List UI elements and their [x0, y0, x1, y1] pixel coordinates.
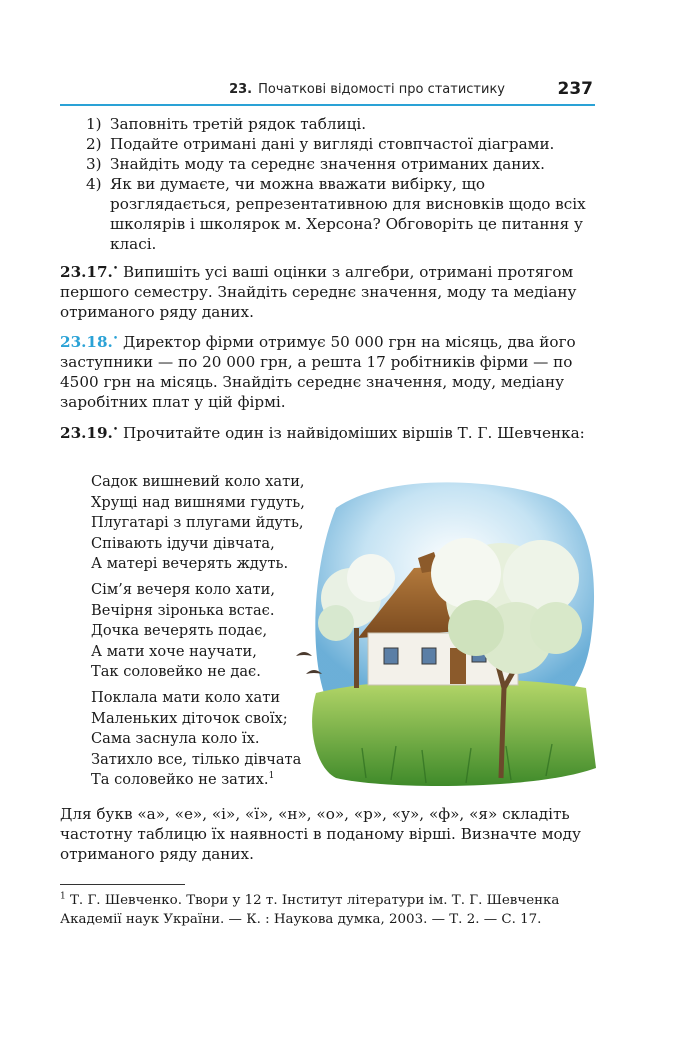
cottage-door	[450, 648, 466, 684]
footnote-mark: 1	[60, 891, 66, 902]
running-header	[60, 78, 595, 106]
poem-line: Так соловейко не дає.	[91, 663, 261, 680]
instruction-text: Для букв «а», «е», «і», «ї», «н», «о», «р», «у», «ф», «я» складіть частотну таблицю їх наявності в поданому вірші. Визначте моду отриманого ряду даних.	[60, 805, 581, 863]
task-number: 23.19.	[60, 424, 113, 442]
poem-line: А матері вечерять ждуть.	[91, 555, 289, 572]
poem-line: Садок вишневий коло хати,	[91, 473, 305, 490]
task-23-19-instruction	[60, 804, 595, 864]
subtask-item	[86, 114, 596, 134]
subtask-item	[86, 134, 596, 154]
poem-line: Хрущі над вишнями гудуть,	[91, 493, 305, 511]
task-number: 23.17.	[60, 263, 113, 281]
subtask-number: 2)	[86, 135, 102, 153]
subtask-number: 3)	[86, 155, 102, 173]
difficulty-mark: •	[112, 424, 119, 435]
poem-line: Поклала мати коло хати	[91, 689, 281, 706]
poem-line: Сама заснула коло їх.	[91, 730, 260, 747]
section-title	[60, 82, 505, 97]
poem-line: Маленьких діточок своїх;	[91, 709, 288, 727]
subtask-text: Знайдіть моду та середнє значення отриманих даних.	[110, 155, 545, 173]
poem-line: А мати хоче научати,	[91, 642, 257, 660]
subtask-text: Подайте отримані дані у вигляді стовпчастої діаграми.	[110, 135, 555, 153]
task-text: Прочитайте один із найвідоміших віршів Т. Г. Шевченка:	[123, 424, 585, 442]
subtask-item	[86, 174, 596, 254]
difficulty-mark: •	[112, 333, 119, 344]
poem-line: Сім’я вечеря коло хати,	[91, 581, 275, 598]
footnote-ref: 1	[268, 771, 275, 782]
poem-line-text: Та соловейко не затих.	[91, 771, 269, 788]
footnote-divider	[60, 884, 185, 885]
subtask-text: Заповніть третій рядок таблиці.	[110, 115, 367, 133]
subtask-list	[86, 114, 596, 254]
poem-line: Вечірня зіронька встає.	[91, 601, 275, 619]
poem-line: Плугатарі з плугами йдуть,	[91, 514, 304, 531]
task-number: 23.18.	[60, 333, 113, 351]
task-23-19	[60, 423, 595, 443]
subtask-number: 1)	[86, 115, 102, 133]
section-title-text: Початкові відомості про статистику	[258, 82, 505, 97]
task-text: Директор фірми отримує 50 000 грн на місяць, два його заступники — по 20 000 грн, а решта 17 робітників фірми — по 4500 грн на місяць. Знайдіть середнє значення, моду, медіану заробітних плат у цій фірмі.	[60, 333, 576, 411]
subtask-text: Як ви думаєте, чи можна вважати вибірку, що розглядається, репрезентативною для висновків щодо всіх школярів і школярок м. Херсона? Обговоріть це питання у класі.	[110, 175, 586, 253]
poem-line: Дочка вечерять подає,	[91, 622, 268, 639]
poem-line: Співають ідучи дівчата,	[91, 534, 275, 552]
section-number: 23.	[229, 82, 253, 97]
page-number: 237	[557, 79, 593, 99]
grass	[312, 679, 596, 786]
footnote-text: Т. Г. Шевченко. Твори у 12 т. Інститут літератури ім. Т. Г. Шевченка Академії наук України. — К. : Наукова думка, 2003. — Т. 2. — С. 17.	[60, 893, 560, 927]
subtask-item	[86, 154, 596, 174]
task-text: Випишіть усі ваші оцінки з алгебри, отримані протягом першого семестру. Знайдіть середнє значення, моду та медіану отриманого ряду даних.	[60, 263, 577, 321]
cottage-garden-illustration	[296, 478, 598, 790]
poem-line: Затихло все, тілько дівчата	[91, 750, 302, 768]
task-23-18	[60, 332, 595, 412]
task-23-17	[60, 262, 595, 322]
footnote	[60, 891, 595, 929]
subtask-number: 4)	[86, 175, 102, 193]
difficulty-mark: •	[112, 263, 119, 274]
